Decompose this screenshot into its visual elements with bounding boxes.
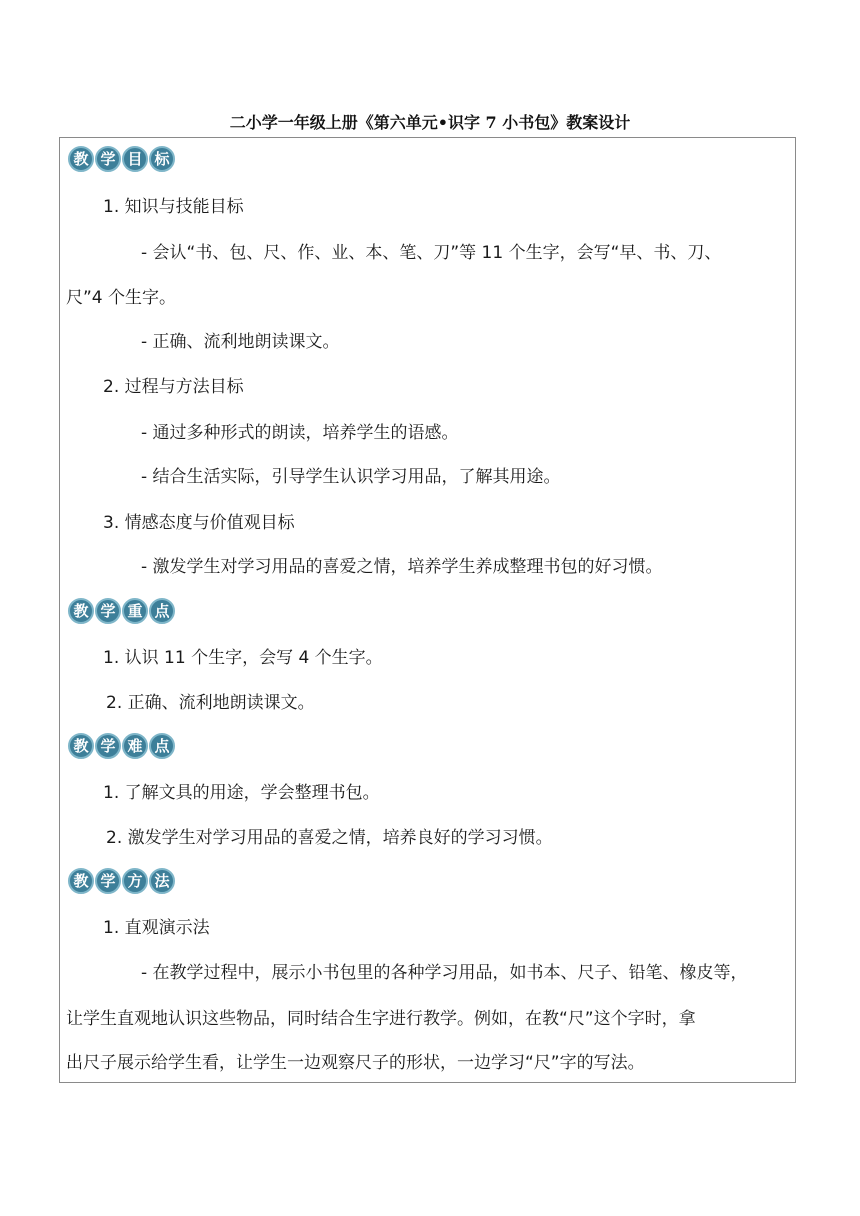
- objective-item-2-sub-2: - 结合生活实际，引导学生认识学习用品，了解其用途。: [141, 467, 561, 487]
- objective-item-1-sub-1-cont: 尺”4 个生字。: [66, 288, 177, 308]
- heading-char-badge: 方: [122, 868, 148, 894]
- objective-item-2-sub-1: - 通过多种形式的朗读，培养学生的语感。: [141, 423, 459, 443]
- heading-char-badge: 学: [95, 598, 121, 624]
- heading-char-badge: 教: [68, 146, 94, 172]
- heading-char-badge: 学: [95, 868, 121, 894]
- heading-char-badge: 点: [149, 598, 175, 624]
- objective-item-1: 1. 知识与技能目标: [103, 197, 244, 217]
- key-point-item-2: 2. 正确、流利地朗读课文。: [106, 693, 315, 713]
- heading-char-badge: 教: [68, 733, 94, 759]
- objective-item-1-sub-2: - 正确、流利地朗读课文。: [141, 332, 340, 352]
- difficulty-item-1: 1. 了解文具的用途，学会整理书包。: [103, 783, 380, 803]
- heading-char-badge: 点: [149, 733, 175, 759]
- heading-char-badge: 学: [95, 146, 121, 172]
- objective-item-1-sub-1: - 会认“书、包、尺、作、业、本、笔、刀”等 11 个生字，会写“早、书、刀、: [141, 243, 722, 263]
- method-item-1-sub-line-3: 出尺子展示给学生看，让学生一边观察尺子的形状，一边学习“尺”字的写法。: [66, 1053, 645, 1073]
- methods-heading: [68, 868, 175, 898]
- heading-char-badge: 难: [122, 733, 148, 759]
- method-item-1-sub-line-2: 让学生直观地认识这些物品，同时结合生字进行教学。例如，在教“尺”这个字时，拿: [66, 1009, 696, 1029]
- heading-char-badge: 学: [95, 733, 121, 759]
- method-item-1: 1. 直观演示法: [103, 918, 210, 938]
- heading-char-badge: 教: [68, 868, 94, 894]
- objective-item-2: 2. 过程与方法目标: [103, 377, 244, 397]
- key-points-heading: [68, 598, 175, 628]
- difficulty-item-2: 2. 激发学生对学习用品的喜爱之情，培养良好的学习习惯。: [106, 828, 553, 848]
- heading-char-badge: 教: [68, 598, 94, 624]
- objective-item-3-sub-1: - 激发学生对学习用品的喜爱之情，培养学生养成整理书包的好习惯。: [141, 557, 663, 577]
- heading-char-badge: 法: [149, 868, 175, 894]
- objectives-heading: [68, 146, 175, 176]
- difficulties-heading: [68, 733, 175, 763]
- document-title: 二小学一年级上册《第六单元•识字 7 小书包》教案设计: [229, 113, 631, 132]
- heading-char-badge: 目: [122, 146, 148, 172]
- heading-char-badge: 标: [149, 146, 175, 172]
- key-point-item-1: 1. 认识 11 个生字，会写 4 个生字。: [103, 648, 383, 668]
- heading-char-badge: 重: [122, 598, 148, 624]
- objective-item-3: 3. 情感态度与价值观目标: [103, 513, 295, 533]
- method-item-1-sub-line-1: - 在教学过程中，展示小书包里的各种学习用品，如书本、尺子、铅笔、橡皮等，: [141, 963, 748, 983]
